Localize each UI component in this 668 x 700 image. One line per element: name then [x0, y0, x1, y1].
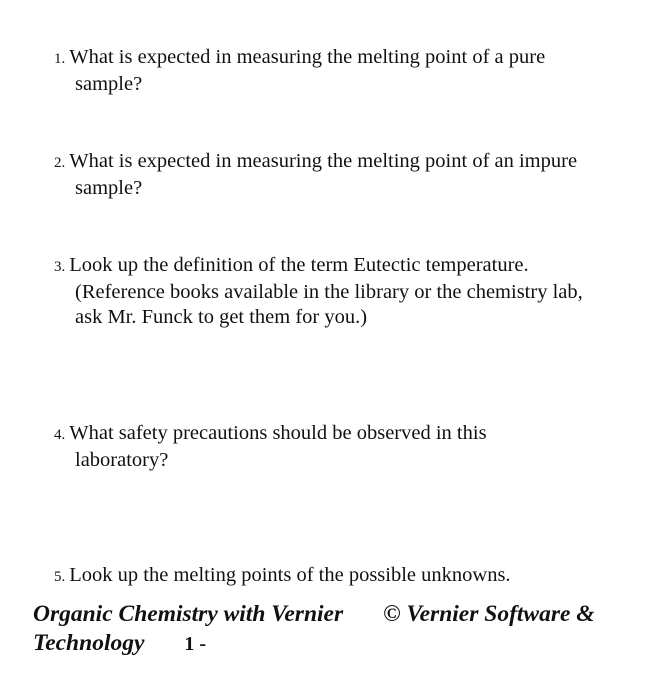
- question-text-cont: (Reference books available in the library or the chemistry lab,: [75, 281, 583, 303]
- question-4: [54, 421, 624, 473]
- footer-course-title: Organic Chemistry with Vernier: [33, 601, 344, 627]
- question-2: [54, 149, 624, 201]
- question-number: 4.: [54, 427, 66, 443]
- question-text: What safety precautions should be observed in this: [69, 422, 487, 444]
- question-text-cont: laboratory?: [75, 449, 169, 471]
- question-number: 2.: [54, 155, 66, 171]
- question-text-cont: sample?: [75, 177, 143, 199]
- footer-copyright: © Vernier Software &: [383, 601, 595, 627]
- question-text: Look up the melting points of the possible unknowns.: [69, 564, 511, 586]
- question-text-cont: sample?: [75, 73, 143, 95]
- question-number: 1.: [54, 51, 66, 67]
- question-text-cont: ask Mr. Funck to get them for you.): [75, 306, 368, 328]
- question-text: What is expected in measuring the melting point of a pure: [69, 46, 546, 68]
- footer-copyright-cont: Technology: [33, 630, 145, 656]
- question-3: [54, 253, 624, 330]
- page-footer: [33, 600, 633, 659]
- question-text: Look up the definition of the term Eutectic temperature.: [69, 254, 529, 276]
- question-number: 3.: [54, 259, 66, 275]
- question-number: 5.: [54, 569, 66, 585]
- question-1: [54, 45, 624, 97]
- question-5: [54, 563, 624, 590]
- question-text: What is expected in measuring the melting point of an impure: [69, 150, 578, 172]
- page-number: 1 -: [184, 633, 207, 655]
